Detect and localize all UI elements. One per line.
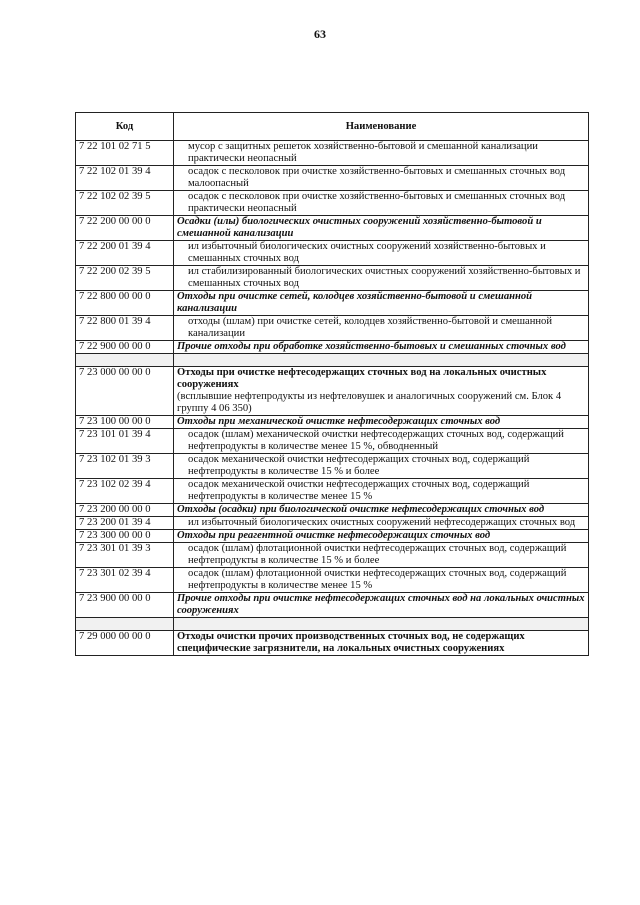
table-row — [76, 568, 589, 593]
waste-name-cell: Отходы при механической очистке нефтесодержащих сточных вод — [174, 416, 589, 429]
waste-code-cell: 7 22 102 01 39 4 — [76, 166, 174, 191]
table-row — [76, 266, 589, 291]
table-row — [76, 479, 589, 504]
waste-name-cell: Прочие отходы при обработке хозяйственно-бытовых и смешанных сточных вод — [174, 341, 589, 354]
waste-name-cell: Осадки (илы) биологических очистных сооружений хозяйственно-бытовой и смешанной канализации — [174, 216, 589, 241]
waste-name-cell: отходы (шлам) при очистке сетей, колодцев хозяйственно-бытовой и смешанной канализации — [174, 316, 589, 341]
waste-code-cell: 7 22 102 02 39 5 — [76, 191, 174, 216]
table-row — [76, 191, 589, 216]
waste-name-cell: осадок с песколовок при очистке хозяйственно-бытовых и смешанных сточных вод малоопасный — [174, 166, 589, 191]
table-row — [76, 543, 589, 568]
table-row — [76, 316, 589, 341]
table-row — [76, 517, 589, 530]
waste-name-cell: Отходы (осадки) при биологической очистке нефтесодержащих сточных вод — [174, 504, 589, 517]
table-row — [76, 367, 589, 416]
table-row — [76, 530, 589, 543]
waste-code-cell: 7 23 300 00 00 0 — [76, 530, 174, 543]
waste-name-cell: осадок с песколовок при очистке хозяйственно-бытовых и смешанных сточных вод практически неопасный — [174, 191, 589, 216]
waste-name-cell: Отходы при реагентной очистке нефтесодержащих сточных вод — [174, 530, 589, 543]
page-number: 63 — [314, 27, 326, 41]
waste-name-cell: Отходы очистки прочих производственных сточных вод, не содержащих специфические загрязнители, на локальных очистных сооружениях — [174, 631, 589, 656]
table-row — [76, 618, 589, 631]
waste-code-cell: 7 22 101 02 71 5 — [76, 141, 174, 166]
waste-code-table — [75, 112, 589, 656]
header-code: Код — [76, 113, 174, 141]
waste-code-cell — [76, 618, 174, 631]
waste-code-cell: 7 29 000 00 00 0 — [76, 631, 174, 656]
waste-code-cell: 7 22 800 00 00 0 — [76, 291, 174, 316]
waste-name-cell: осадок механической очистки нефтесодержащих сточных вод, содержащий нефтепродукты в количестве менее 15 % — [174, 479, 589, 504]
waste-code-cell: 7 23 301 01 39 3 — [76, 543, 174, 568]
waste-code-cell: 7 23 102 01 39 3 — [76, 454, 174, 479]
waste-code-cell: 7 22 200 02 39 5 — [76, 266, 174, 291]
waste-code-cell — [76, 354, 174, 367]
waste-name-cell: Отходы при очистке сетей, колодцев хозяйственно-бытовой и смешанной канализации — [174, 291, 589, 316]
waste-name-cell — [174, 367, 589, 416]
table-row — [76, 429, 589, 454]
waste-code-cell: 7 23 100 00 00 0 — [76, 416, 174, 429]
waste-code-cell: 7 23 102 02 39 4 — [76, 479, 174, 504]
table-row — [76, 341, 589, 354]
waste-name-cell — [174, 354, 589, 367]
waste-name-cell: осадок (шлам) флотационной очистки нефтесодержащих сточных вод, содержащий нефтепродукты в количестве 15 % и более — [174, 543, 589, 568]
header-name: Наименование — [174, 113, 589, 141]
table-body — [76, 141, 589, 656]
table-row — [76, 241, 589, 266]
table-row — [76, 593, 589, 618]
table-row — [76, 504, 589, 517]
waste-code-cell: 7 23 900 00 00 0 — [76, 593, 174, 618]
table-row — [76, 454, 589, 479]
waste-name-note: (всплывшие нефтепродукты из нефтеловушек и аналогичных сооружений см. Блок 4 группу 4 06 350) — [177, 391, 562, 414]
waste-code-cell: 7 22 200 01 39 4 — [76, 241, 174, 266]
waste-code-cell: 7 23 200 01 39 4 — [76, 517, 174, 530]
waste-code-cell: 7 22 800 01 39 4 — [76, 316, 174, 341]
waste-code-cell: 7 22 900 00 00 0 — [76, 341, 174, 354]
waste-code-cell: 7 23 301 02 39 4 — [76, 568, 174, 593]
table-row — [76, 354, 589, 367]
table-row — [76, 631, 589, 656]
waste-name-cell: осадок механической очистки нефтесодержащих сточных вод, содержащий нефтепродукты в количестве 15 % и более — [174, 454, 589, 479]
waste-name-cell: мусор с защитных решеток хозяйственно-бытовой и смешанной канализации практически неопасный — [174, 141, 589, 166]
table-header-row — [76, 113, 589, 141]
waste-code-cell: 7 22 200 00 00 0 — [76, 216, 174, 241]
waste-code-cell: 7 23 000 00 00 0 — [76, 367, 174, 416]
table-row — [76, 166, 589, 191]
waste-name-cell: осадок (шлам) флотационной очистки нефтесодержащих сточных вод, содержащий нефтепродукты в количестве менее 15 % — [174, 568, 589, 593]
waste-name-cell: ил избыточный биологических очистных сооружений хозяйственно-бытовых и смешанных сточных вод — [174, 241, 589, 266]
waste-code-cell: 7 23 101 01 39 4 — [76, 429, 174, 454]
table-row — [76, 416, 589, 429]
waste-name-cell: ил стабилизированный биологических очистных сооружений хозяйственно-бытовых и смешанных сточных вод — [174, 266, 589, 291]
waste-name-cell: Прочие отходы при очистке нефтесодержащих сточных вод на локальных очистных сооружениях — [174, 593, 589, 618]
table-row — [76, 141, 589, 166]
waste-name-text: Отходы при очистке нефтесодержащих сточных вод на локальных очистных сооружениях — [177, 367, 547, 390]
waste-name-cell: ил избыточный биологических очистных сооружений нефтесодержащих сточных вод — [174, 517, 589, 530]
waste-code-cell: 7 23 200 00 00 0 — [76, 504, 174, 517]
table-row — [76, 216, 589, 241]
waste-name-cell: осадок (шлам) механической очистки нефтесодержащих сточных вод, содержащий нефтепродукты в количестве менее 15 %, обводненный — [174, 429, 589, 454]
waste-name-cell — [174, 618, 589, 631]
table-row — [76, 291, 589, 316]
